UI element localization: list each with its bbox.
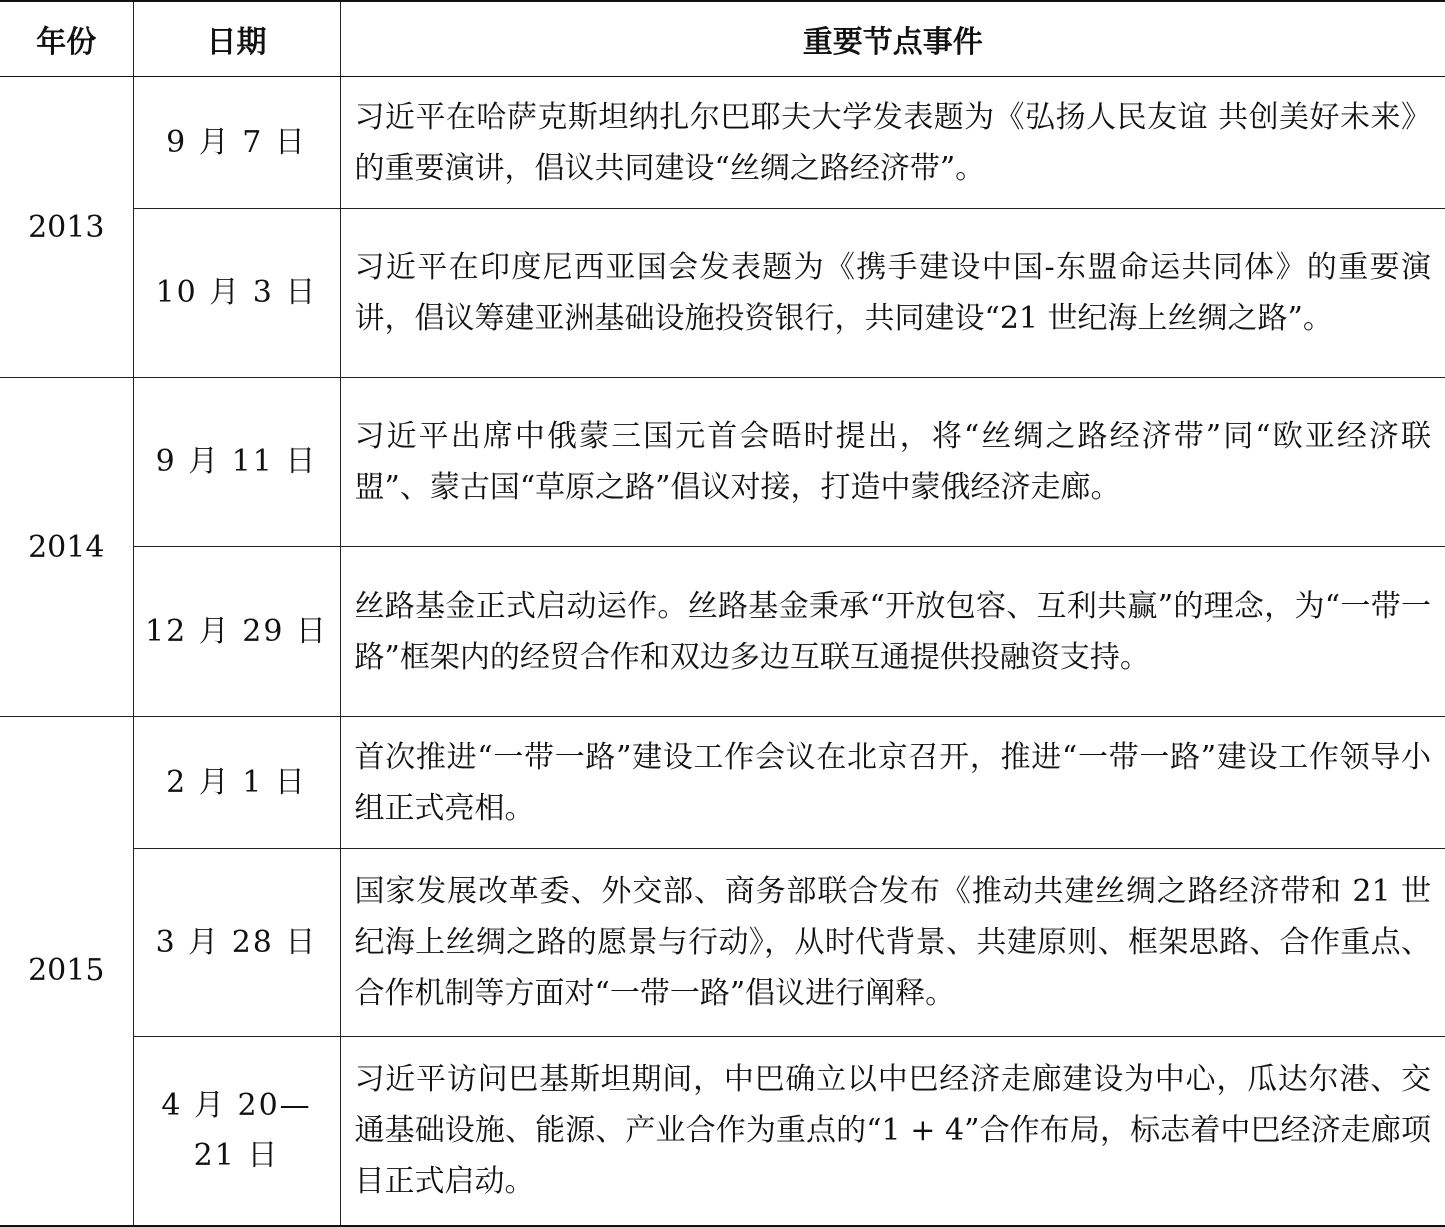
- date-cell: 9 月 7 日: [133, 77, 340, 209]
- year-cell-2013: 2013: [0, 77, 133, 378]
- table-header-row: [0, 1, 1445, 77]
- event-cell: 习近平出席中俄蒙三国元首会晤时提出，将“丝绸之路经济带”同“欧亚经济联盟”、蒙古国“草原之路”倡议对接，打造中蒙俄经济走廊。: [340, 378, 1445, 547]
- date-cell: 10 月 3 日: [133, 209, 340, 378]
- table-row: [0, 547, 1445, 717]
- year-cell-2014: 2014: [0, 378, 133, 717]
- table-row: [0, 717, 1445, 849]
- table-row: [0, 378, 1445, 547]
- header-date: 日期: [133, 1, 340, 77]
- event-cell: 习近平在哈萨克斯坦纳扎尔巴耶夫大学发表题为《弘扬人民友谊 共创美好未来》的重要演讲，倡议共同建设“丝绸之路经济带”。: [340, 77, 1445, 209]
- date-cell: 3 月 28 日: [133, 849, 340, 1037]
- table-row: [0, 849, 1445, 1037]
- date-cell: 4 月 20—21 日: [133, 1037, 340, 1226]
- table-row: [0, 1037, 1445, 1226]
- event-cell: 首次推进“一带一路”建设工作会议在北京召开，推进“一带一路”建设工作领导小组正式亮相。: [340, 717, 1445, 849]
- table-row: [0, 209, 1445, 378]
- event-cell: 国家发展改革委、外交部、商务部联合发布《推动共建丝绸之路经济带和 21 世纪海上丝绸之路的愿景与行动》，从时代背景、共建原则、框架思路、合作重点、合作机制等方面对“一带一路”倡议进行阐释。: [340, 849, 1445, 1037]
- year-cell-2015: 2015: [0, 717, 133, 1226]
- table-row: [0, 77, 1445, 209]
- event-cell: 丝路基金正式启动运作。丝路基金秉承“开放包容、互利共赢”的理念，为“一带一路”框架内的经贸合作和双边多边互联互通提供投融资支持。: [340, 547, 1445, 717]
- date-cell: 12 月 29 日: [133, 547, 340, 717]
- date-cell: 9 月 11 日: [133, 378, 340, 547]
- event-cell: 习近平在印度尼西亚国会发表题为《携手建设中国-东盟命运共同体》的重要演讲，倡议筹建亚洲基础设施投资银行，共同建设“21 世纪海上丝绸之路”。: [340, 209, 1445, 378]
- date-cell: 2 月 1 日: [133, 717, 340, 849]
- header-event: 重要节点事件: [340, 1, 1445, 77]
- event-cell: 习近平访问巴基斯坦期间，中巴确立以中巴经济走廊建设为中心，瓜达尔港、交通基础设施、能源、产业合作为重点的“1 + 4”合作布局，标志着中巴经济走廊项目正式启动。: [340, 1037, 1445, 1226]
- header-year: 年份: [0, 1, 133, 77]
